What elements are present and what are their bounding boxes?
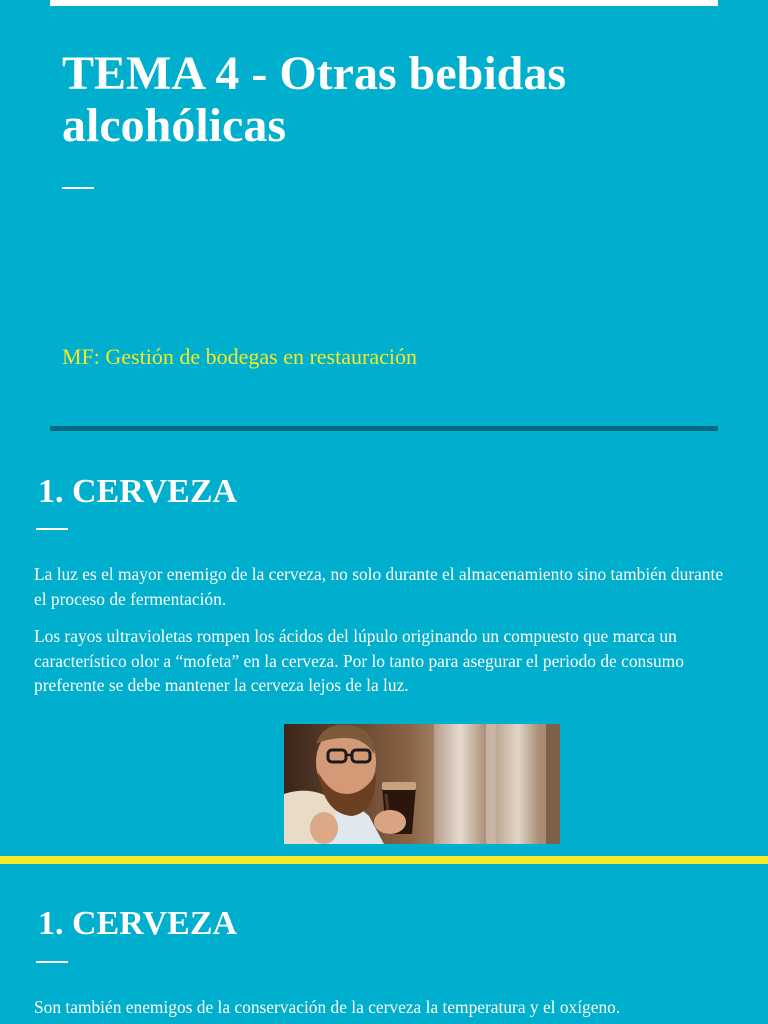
paragraph: Son también enemigos de la conservación de la cerveza la temperatura y el oxígeno. <box>34 997 621 1017</box>
subtitle: MF: Gestión de bodegas en restauración <box>62 344 417 369</box>
title-underline-dash <box>62 187 94 189</box>
title-line-1: TEMA 4 - Otras bebidas <box>62 47 567 100</box>
title-line-2: alcohólicas <box>62 99 286 152</box>
heading-underline-dash <box>36 528 68 530</box>
section-heading: 1. CERVEZA <box>38 473 238 510</box>
heading-underline-dash <box>36 961 68 963</box>
content-slide <box>0 864 768 1024</box>
section-divider-rule <box>50 426 718 431</box>
page-title <box>62 48 702 152</box>
section-heading: 1. CERVEZA <box>38 905 238 942</box>
beer-tasting-illustration <box>284 724 560 844</box>
beer-tasting-photo <box>284 724 560 844</box>
slide-separator <box>0 856 768 864</box>
paragraph: La luz es el mayor enemigo de la cerveza, no solo durante el almacenamiento sino también durante el proceso de fermentación. <box>34 564 724 609</box>
top-white-bar <box>50 0 718 6</box>
paragraph: Los rayos ultravioletas rompen los ácidos del lúpulo originando un compuesto que marca un característico olor a “mofeta” en la cerveza. Por lo tanto para asegurar el periodo de consumo preferente se debe mantener la cerveza lejos de la luz. <box>34 626 684 695</box>
